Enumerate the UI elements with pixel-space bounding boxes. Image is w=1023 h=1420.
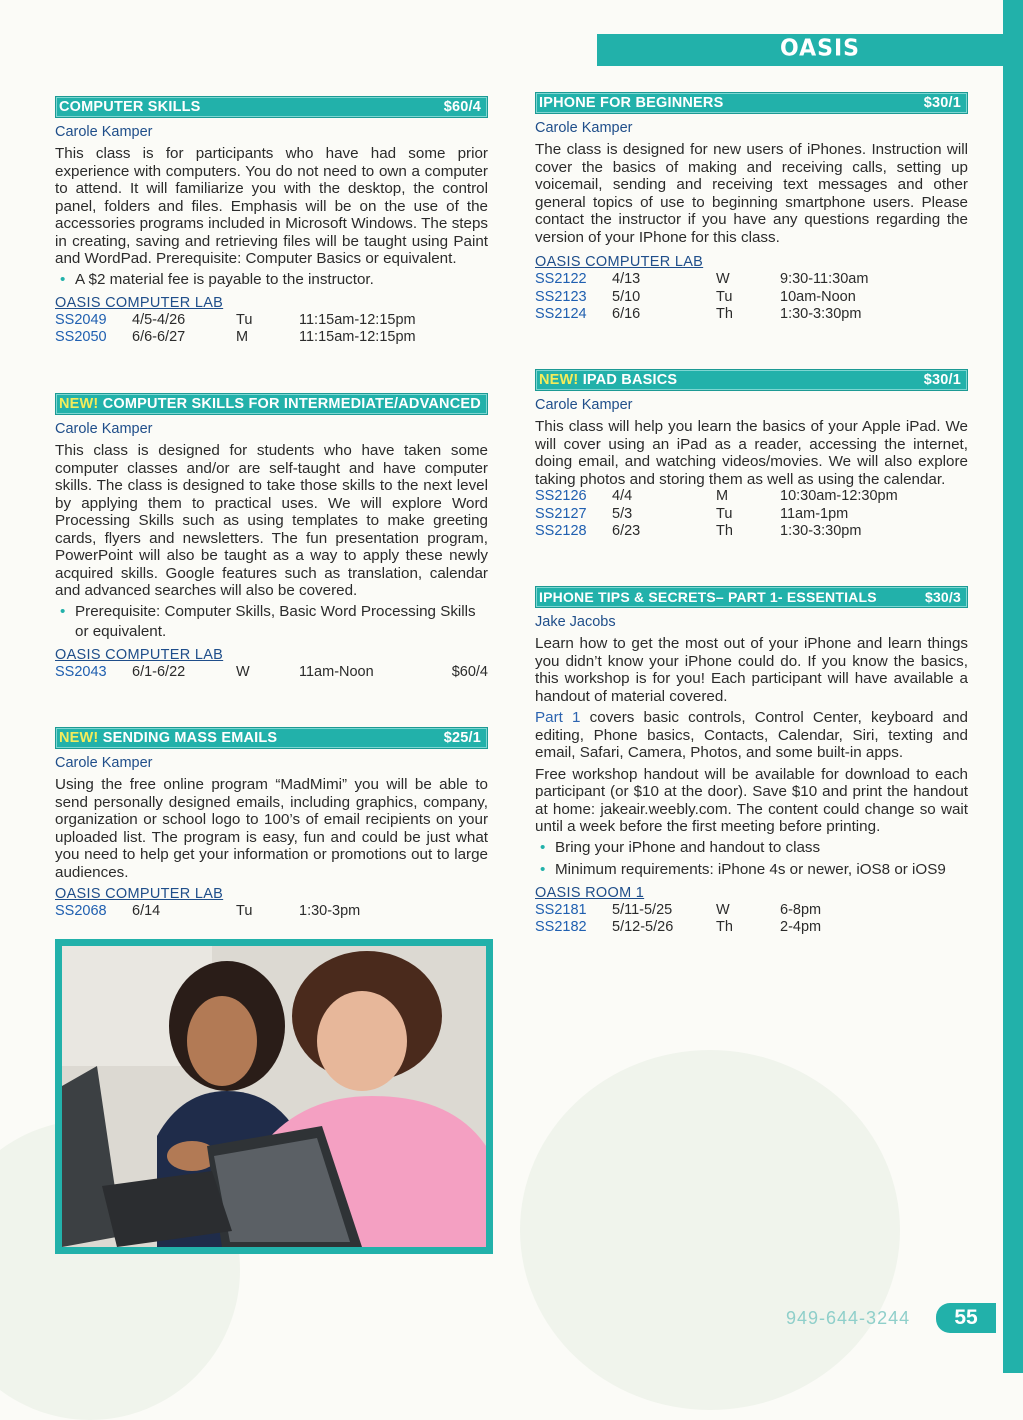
session-row (535, 289, 968, 307)
instructor-name: Carole Kamper (535, 397, 633, 413)
course-iphone-beginners (535, 92, 968, 324)
session-time: 11am-1pm (780, 505, 849, 522)
course-computer-skills (55, 96, 488, 347)
session-time: 6-8pm (780, 901, 822, 918)
course-price: $25/1 (443, 730, 481, 746)
session-dates: 4/5-4/26 (132, 311, 186, 328)
session-dates: 6/1-6/22 (132, 663, 186, 680)
session-dates: 4/13 (612, 271, 641, 287)
session-price: $60/4 (451, 663, 488, 680)
class-photo-illustration (62, 946, 486, 1247)
session-time: 11:15am-12:15pm (299, 311, 416, 328)
session-day: W (716, 271, 730, 287)
course-title: COMPUTER SKILLS (59, 99, 201, 115)
session-dates: 5/11-5/25 (612, 901, 673, 918)
session-row (55, 312, 488, 330)
session-time: 10am-Noon (780, 288, 856, 305)
instructor-name: Jake Jacobs (535, 614, 616, 630)
session-code: SS2050 (55, 329, 107, 345)
course-price: $30/1 (923, 95, 961, 111)
instructor-name: Carole Kamper (535, 120, 633, 136)
session-dates: 4/4 (612, 488, 633, 504)
session-day: Th (716, 306, 733, 322)
session-code: SS2049 (55, 311, 107, 328)
session-day: M (716, 488, 729, 504)
session-row (535, 506, 968, 524)
course-title: IPHONE FOR BEGINNERS (539, 95, 724, 111)
header-title: OASIS (779, 35, 860, 62)
course-header (535, 92, 968, 114)
course-ipad-basics (535, 369, 968, 541)
footer-phone: 949-644-3244 (786, 1308, 911, 1328)
course-title: COMPUTER SKILLS FOR INTERMEDIATE/ADVANCED (102, 396, 481, 412)
page-number: 55 (936, 1303, 996, 1333)
instructor-name: Carole Kamper (55, 124, 153, 140)
session-day: Th (716, 523, 733, 539)
instructor-name: Carole Kamper (55, 755, 153, 771)
background-leaf-shape (520, 1050, 900, 1410)
session-time: 11am-Noon (299, 663, 374, 680)
location-link[interactable]: OASIS COMPUTER LAB (55, 294, 224, 311)
session-code: SS2181 (535, 901, 587, 918)
session-row (535, 523, 968, 541)
course-header (55, 727, 488, 749)
course-title: SENDING MASS EMAILS (102, 730, 278, 746)
bullet-item: • Minimum requirements: iPhone 4s or newer, iOS8 or iOS9 (535, 860, 968, 880)
session-dates: 6/23 (612, 523, 641, 539)
location-link[interactable]: OASIS COMPUTER LAB (535, 254, 704, 270)
new-tag: NEW! (59, 396, 99, 412)
session-dates: 6/6-6/27 (132, 329, 186, 345)
location-link[interactable]: OASIS ROOM 1 (535, 884, 645, 901)
bullet-item: • Bring your iPhone and handout to class (535, 838, 968, 858)
new-tag: NEW! (59, 730, 99, 746)
session-row (535, 271, 968, 289)
course-price: $30/1 (923, 372, 961, 388)
course-iphone-tips (535, 586, 968, 937)
handout-description: Free workshop handout will be available for download to each participant (or $10 at the door). Save $10 and print the handout at home: jakeair.weebly.com. The content could change so wait until a week before the first meeting before printing. (535, 765, 968, 835)
new-tag: NEW! (539, 372, 579, 388)
session-time: 2-4pm (780, 919, 822, 935)
course-part-description (535, 709, 968, 762)
session-code: SS2126 (535, 488, 587, 504)
course-header (55, 96, 488, 118)
part-label: Part 1 (535, 709, 581, 726)
course-description: Using the free online program “MadMimi” you will be able to send personally designed emails, including graphics, company, organization or school logo to 100’s of email recipients on your uploaded list. The program is easy, fun and could be just what you need to help get your information or promotions out to large audiences. (55, 776, 488, 881)
session-row (535, 488, 968, 506)
session-dates: 5/10 (612, 288, 641, 305)
location-link[interactable]: OASIS COMPUTER LAB (55, 646, 224, 663)
bullet-item: • A $2 material fee is payable to the instructor. (55, 270, 488, 290)
course-description: Learn how to get the most out of your iPhone and learn things you didn’t know your iPhone could do. If you know the basics, this workshop is for you! Each participant will have available a handout of material covered. (535, 635, 968, 705)
course-header (535, 369, 968, 391)
session-code: SS2043 (55, 663, 107, 680)
course-description: This class is for participants who have had some prior experience with computers. You do not need to own a computer to attend. It will familiarize you with the desktop, the control panel, folders and files. Emphasis will be on the use of the accessories programs included in Microsoft Windows. The steps in creating, saving and retrieving files will be taught using Paint and WordPad. Prerequisite: Computer Basics or equivalent. (55, 145, 488, 267)
session-code: SS2182 (535, 919, 587, 935)
bullet-item: • Prerequisite: Computer Skills, Basic Word Processing Skills or equivalent. (55, 602, 488, 642)
session-row (55, 329, 488, 347)
course-computer-skills-advanced (55, 393, 488, 681)
course-price: $60/4 (443, 99, 481, 115)
session-code: SS2068 (55, 903, 107, 919)
course-header (55, 393, 488, 415)
session-day: Tu (236, 311, 253, 328)
course-description: This class will help you learn the basics of your Apple iPad. We will cover using an iPad as a reader, accessing the internet, doing email, and watching videos/movies. We will also explore taking photos and storing them as well as using the calendar. (535, 418, 968, 488)
session-code: SS2128 (535, 523, 587, 539)
session-day: W (236, 663, 250, 680)
session-dates: 5/3 (612, 505, 633, 522)
session-time: 1:30-3pm (299, 903, 361, 919)
course-mass-emails (55, 727, 488, 921)
session-day: Tu (716, 288, 733, 305)
session-row (535, 919, 968, 937)
session-row (55, 664, 488, 682)
session-day: Th (716, 919, 733, 935)
session-row (535, 306, 968, 324)
session-time: 9:30-11:30am (780, 271, 869, 287)
session-dates: 5/12-5/26 (612, 919, 674, 935)
session-code: SS2124 (535, 306, 587, 322)
course-description: This class is designed for students who have taken some computer classes and/or are self-taught and have computer skills. The class is designed to take those skills to the next level by applying them to practical uses. We will explore Word Processing Skills such as using templates to make greeting cards, flyers and newsletters. The fun presentation program, PowerPoint will also be taught as a way to apply these newly acquired skills. Google features such as translation, calendar and advanced searches will also be covered. (55, 442, 488, 599)
session-day: Tu (236, 903, 253, 919)
session-day: M (236, 329, 249, 345)
page-edge-stripe (1003, 0, 1023, 1373)
session-day: Tu (716, 505, 733, 522)
session-time: 1:30-3:30pm (780, 523, 862, 539)
course-header (535, 586, 968, 608)
location-link[interactable]: OASIS COMPUTER LAB (55, 886, 224, 902)
course-title: IPAD BASICS (582, 372, 678, 388)
session-code: SS2122 (535, 271, 587, 287)
part-text: covers basic controls, Control Center, keyboard and editing, Phone basics, Contacts, Calendar, Siri, texting and email, Safari, Camera, Photos, and some built-in apps. (535, 709, 968, 761)
session-code: SS2123 (535, 288, 587, 305)
course-title: IPHONE TIPS & SECRETS– PART 1- ESSENTIALS (539, 589, 877, 605)
class-photo (62, 946, 486, 1247)
session-dates: 6/14 (132, 903, 161, 919)
session-code: SS2127 (535, 505, 587, 522)
instructor-name: Carole Kamper (55, 421, 153, 437)
course-price: $30/3 (924, 589, 961, 605)
session-dates: 6/16 (612, 306, 641, 322)
session-day: W (716, 901, 730, 918)
session-row (535, 902, 968, 920)
session-time: 10:30am-12:30pm (780, 488, 898, 504)
session-time: 11:15am-12:15pm (299, 329, 416, 345)
session-time: 1:30-3:30pm (780, 306, 862, 322)
course-description: The class is designed for new users of iPhones. Instruction will cover the basics of making and receiving calls, setting up voicemail, sending and receiving text messages and other general topics of use to beginning smartphone users. Please contact the instructor if you have any questions regarding the version of your IPhone for this class. (535, 141, 968, 246)
session-row (55, 903, 488, 921)
